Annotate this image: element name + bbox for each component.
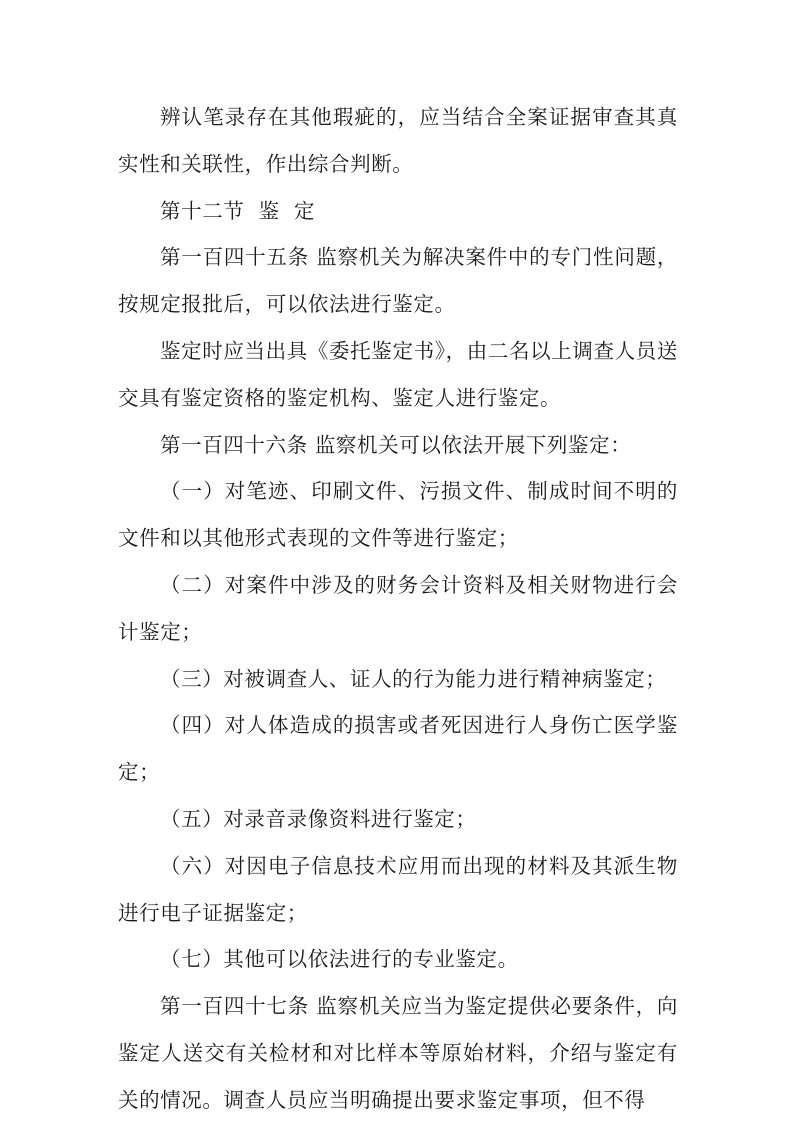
list-item-5: （五）对录音录像资料进行鉴定； [160,806,477,831]
article-147: 第一百四十七条 监察机关应当为鉴定提供必要条件，向鉴定人送交有关检材和对比样本等原始材料，介绍与鉴定有关的情况。调查人员应当明确提出要求鉴定事项，但不得 [118,994,678,1112]
list-item-3: （三）对被调查人、证人的行为能力进行精神病鉴定； [160,666,667,691]
list-item-7: （七）其他可以依法进行的专业鉴定。 [160,947,519,972]
section-heading-appraisal: 第十二节 鉴 定 [160,198,316,223]
list-item-4: （四）对人体造成的损害或者死因进行人身伤亡医学鉴定； [118,713,678,785]
body-text [118,94,678,1124]
list-item-1: （一）对笔迹、印刷文件、污损文件、制成时间不明的文件和以其他形式表现的文件等进行鉴定； [118,479,678,551]
article-145: 第一百四十五条 监察机关为解决案件中的专门性问题，按规定报批后，可以依法进行鉴定。 [118,245,678,317]
article-146: 第一百四十六条 监察机关可以依法开展下列鉴定： [160,432,632,457]
list-item-6: （六）对因电子信息技术应用而出现的材料及其派生物进行电子证据鉴定； [118,853,678,925]
paragraph-identification-flaws: 辨认笔录存在其他瑕疵的，应当结合全案证据审查其真实性和关联性，作出综合判断。 [118,105,678,176]
list-item-2: （二）对案件中涉及的财务会计资料及相关财物进行会计鉴定； [118,572,678,644]
paragraph-commission-letter: 鉴定时应当出具《委托鉴定书》，由二名以上调查人员送交具有鉴定资格的鉴定机构、鉴定人进行鉴定。 [118,338,678,410]
